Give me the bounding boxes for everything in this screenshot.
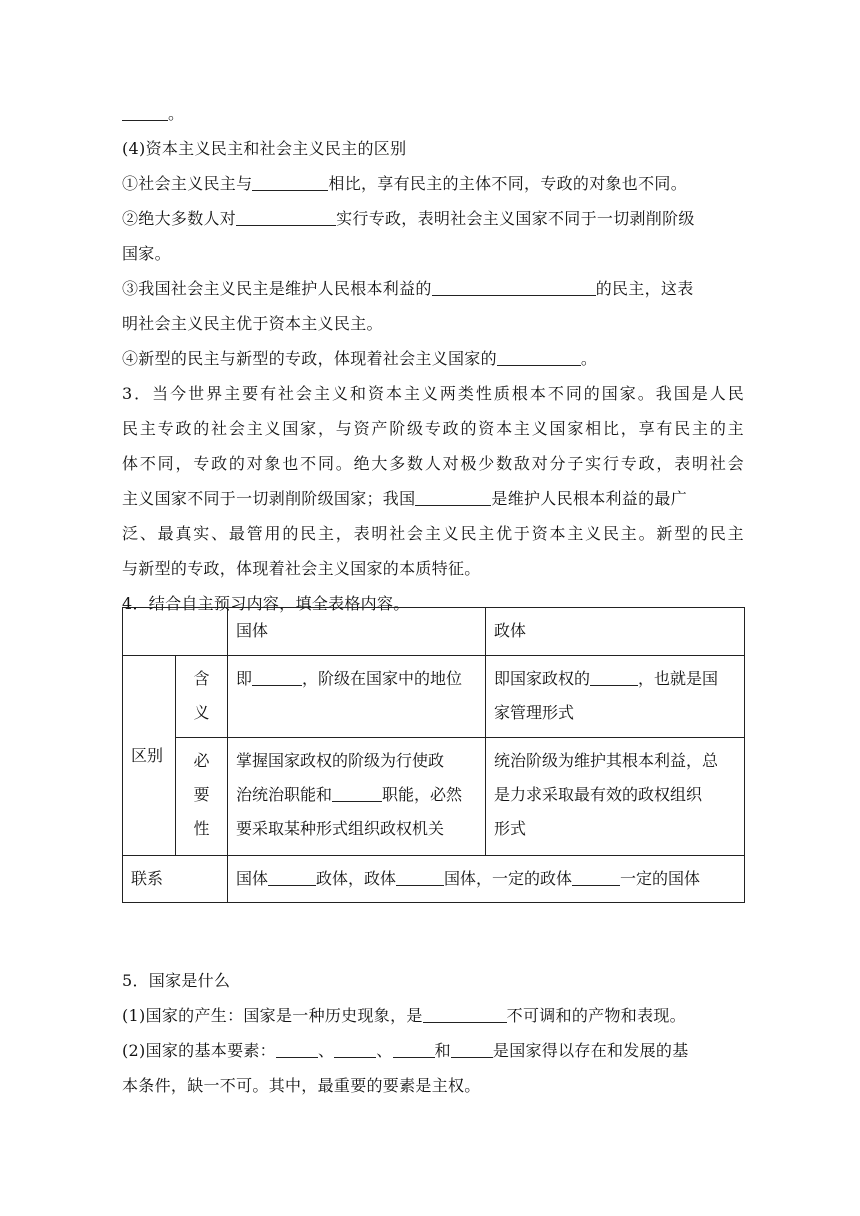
text-line: ②绝大多数人对 实行专政，表明社会主义国家不同于一切剥削阶级 bbox=[122, 209, 695, 228]
page-body bbox=[122, 96, 744, 621]
fill-blank[interactable] bbox=[572, 867, 620, 886]
fill-blank[interactable] bbox=[334, 1039, 376, 1058]
fill-blank[interactable] bbox=[451, 1039, 493, 1058]
paragraph-3-line: 民主专政的社会主义国家，与资产阶级专政的资本主义国家相比，享有民主的主 bbox=[122, 419, 744, 438]
paragraph-3-line: 3．当今世界主要有社会主义和资本主义两类性质根本不同的国家。我国是人民 bbox=[122, 384, 744, 403]
fill-blank[interactable] bbox=[332, 783, 382, 802]
cell-hanyi-guoti: 即 ，阶级在国家中的地位 bbox=[228, 656, 486, 738]
text-line: (2)国家的基本要素： 、 、 和 是国家得以存在和发展的基 bbox=[122, 1041, 689, 1060]
fill-blank[interactable] bbox=[236, 207, 336, 226]
row-label-qubie: 区别 bbox=[123, 656, 176, 856]
header-zhengti: 政体 bbox=[486, 608, 745, 656]
fill-blank[interactable] bbox=[423, 1004, 507, 1023]
fill-blank[interactable] bbox=[396, 867, 444, 886]
row-label-lianxi: 联系 bbox=[123, 856, 228, 903]
text-line: ③我国社会主义民主是维护人民根本利益的 的民主，这表 bbox=[122, 279, 694, 298]
text-line: (1)国家的产生：国家是一种历史现象，是 不可调和的产物和表现。 bbox=[122, 1006, 686, 1025]
cell-hanyi-zhengti: 即国家政权的 ，也就是国 家管理形式 bbox=[486, 656, 745, 738]
fill-blank[interactable] bbox=[415, 487, 491, 506]
paragraph-3-line: 与新型的专政，体现着社会主义国家的本质特征。 bbox=[122, 559, 481, 578]
text-line: ④新型的民主与新型的专政，体现着社会主义国家的 。 bbox=[122, 349, 598, 368]
fill-blank[interactable] bbox=[252, 172, 328, 191]
row-label-biyaoxing: 必 要 性 bbox=[176, 738, 228, 856]
text-line: ①社会主义民主与 相比，享有民主的主体不同，专政的对象也不同。 bbox=[122, 174, 688, 193]
fill-blank[interactable] bbox=[590, 667, 638, 686]
cell-lianxi: 国体 政体，政体 国体，一定的政体 一定的国体 bbox=[228, 856, 745, 903]
cell-biyao-guoti: 掌握国家政权的阶级为行使政 治统治职能和 职能，必然 要采取某种形式组织政权机关 bbox=[228, 738, 486, 856]
fill-blank[interactable] bbox=[432, 277, 596, 296]
paragraph-3-line: 主义国家不同于一切剥削阶级国家；我国 是维护人民根本利益的最广 bbox=[122, 489, 688, 508]
fill-blank[interactable] bbox=[268, 867, 316, 886]
header-guoti: 国体 bbox=[228, 608, 486, 656]
comparison-table bbox=[122, 607, 745, 903]
text-line: 。 bbox=[122, 96, 744, 131]
fill-blank[interactable] bbox=[122, 102, 168, 121]
text-line: 本条件，缺一不可。其中，最重要的要素是主权。 bbox=[122, 1076, 481, 1095]
question-4-title: 4．结合自主预习内容，填全表格内容。 bbox=[122, 594, 410, 613]
row-label-hanyi: 含 义 bbox=[176, 656, 228, 738]
table-corner-cell bbox=[123, 608, 228, 656]
section-heading: (4)资本主义民主和社会主义民主的区别 bbox=[122, 139, 407, 158]
fill-blank[interactable] bbox=[393, 1039, 435, 1058]
fill-blank[interactable] bbox=[252, 667, 302, 686]
section-5 bbox=[122, 963, 744, 1103]
text-line: 国家。 bbox=[122, 244, 171, 263]
text-line: 明社会主义民主优于资本主义民主。 bbox=[122, 314, 383, 333]
fill-blank[interactable] bbox=[276, 1039, 318, 1058]
question-5-title: 5．国家是什么 bbox=[122, 971, 231, 990]
paragraph-3-line: 泛、最真实、最管用的民主，表明社会主义民主优于资本主义民主。新型的民主 bbox=[122, 524, 744, 543]
paragraph-3-line: 体不同，专政的对象也不同。绝大多数人对极少数敌对分子实行专政，表明社会 bbox=[122, 454, 744, 473]
cell-biyao-zhengti: 统治阶级为维护其根本利益，总 是力求采取最有效的政权组织 形式 bbox=[486, 738, 745, 856]
fill-blank[interactable] bbox=[497, 347, 581, 366]
